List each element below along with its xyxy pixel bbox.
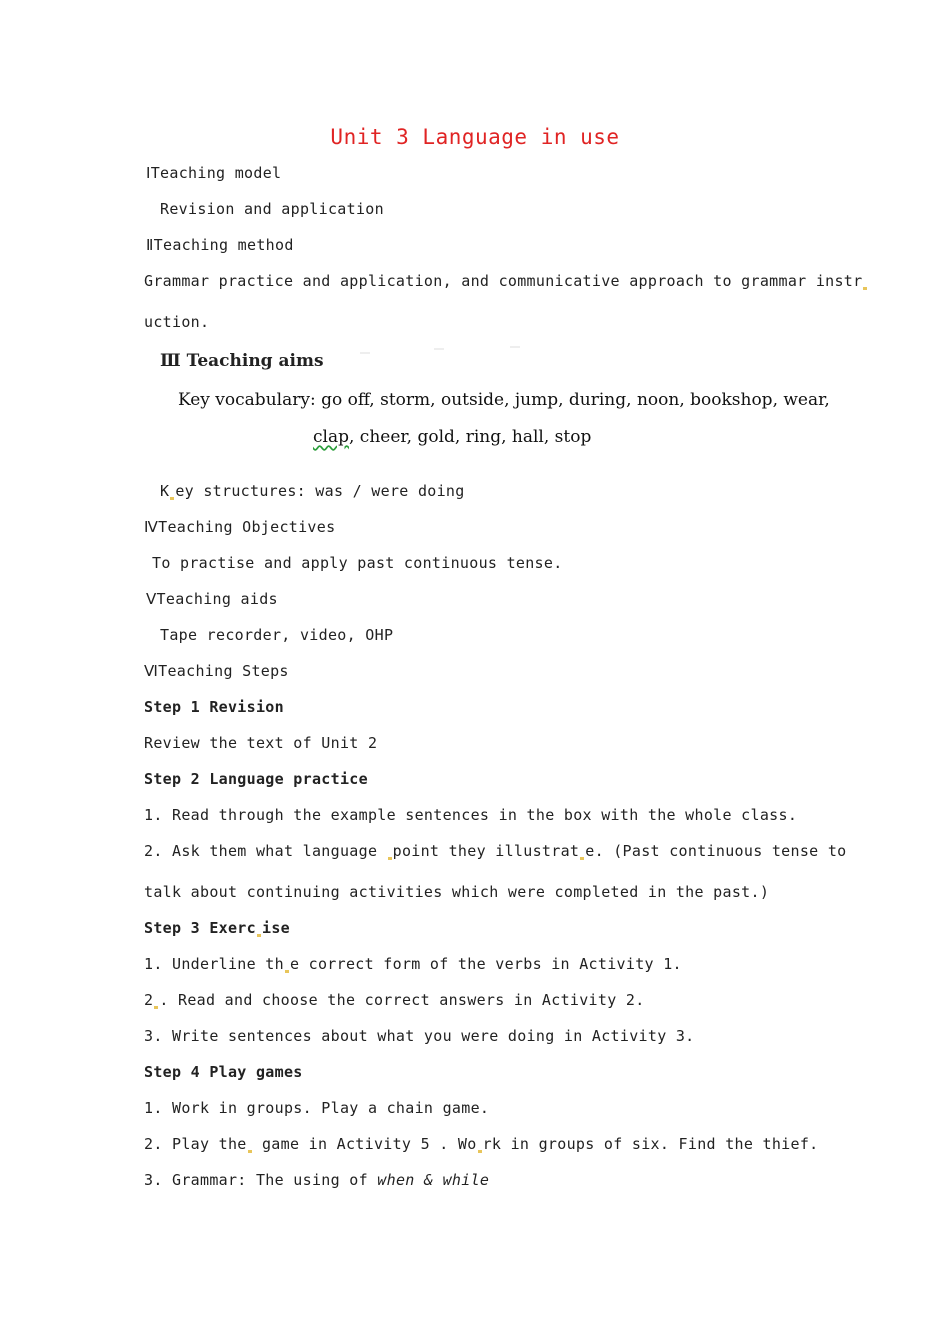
step1-heading: Step 1 Revision — [144, 698, 284, 716]
page-title: Unit 3 Language in use — [330, 125, 620, 149]
vocab-line1: Key vocabulary: go off, storm, outside, jump, during, noon, bookshop, wear, — [178, 390, 830, 410]
objectives-text: To practise and apply past continuous tense. — [152, 554, 563, 572]
model-text: Revision and application — [160, 200, 384, 218]
method-text-line2: uction. — [144, 313, 210, 331]
step1-text: Review the text of Unit 2 — [144, 734, 378, 752]
step3-item1: 1. Underline th e correct form of the verbs in Activity 1. — [144, 955, 682, 973]
step4-item2: 2. Play the game in Activity 5 . Wo rk in groups of six. Find the thief. — [144, 1135, 819, 1153]
section-heading-model: ⅠTeaching model — [146, 164, 282, 182]
edit-marker-icon — [580, 857, 584, 860]
step2-heading: Step 2 Language practice — [144, 770, 368, 788]
edit-marker-icon — [154, 1006, 158, 1009]
step4-item3: 3. Grammar: The using of when & while — [144, 1171, 490, 1189]
step3-heading: Step 3 Exerc ise — [144, 919, 290, 937]
edit-marker-icon — [170, 497, 174, 500]
structures-text: K ey structures: was / were doing — [160, 482, 465, 500]
step3-item3: 3. Write sentences about what you were doing in Activity 3. — [144, 1027, 695, 1045]
step3-item2: 2 . Read and choose the correct answers in Activity 2. — [144, 991, 645, 1009]
image-artifact — [360, 352, 370, 354]
edit-marker-icon — [248, 1150, 252, 1153]
edit-marker-icon — [478, 1150, 482, 1153]
image-artifact — [510, 346, 520, 348]
section-heading-method: ⅡTeaching method — [146, 236, 294, 254]
section-heading-aims: Ⅲ Teaching aims — [160, 351, 324, 371]
step2-item2-line2: talk about continuing activities which were completed in the past.) — [144, 883, 770, 901]
section-heading-objectives: ⅣTeaching Objectives — [144, 518, 336, 536]
step2-item1: 1. Read through the example sentences in the box with the whole class. — [144, 806, 798, 824]
aids-text: Tape recorder, video, OHP — [160, 626, 394, 644]
section-heading-steps: ⅥTeaching Steps — [144, 662, 289, 680]
step4-heading: Step 4 Play games — [144, 1063, 303, 1081]
edit-marker-icon — [257, 934, 261, 937]
image-artifact — [434, 348, 444, 350]
edit-marker-icon — [285, 970, 289, 973]
grammar-keywords: when & while — [377, 1171, 490, 1189]
step4-item1: 1. Work in groups. Play a chain game. — [144, 1099, 490, 1117]
step2-item2: 2. Ask them what language point they illustrat e. (Past continuous tense to — [144, 842, 847, 860]
vocab-line2: clap, cheer, gold, ring, hall, stop — [313, 427, 592, 447]
spellcheck-word: clap — [313, 427, 349, 447]
edit-marker-icon — [388, 857, 392, 860]
method-text-line1: Grammar practice and application, and communicative approach to grammar instr — [144, 272, 868, 290]
edit-marker-icon — [863, 287, 867, 290]
section-heading-aids: ⅤTeaching aids — [146, 590, 278, 608]
